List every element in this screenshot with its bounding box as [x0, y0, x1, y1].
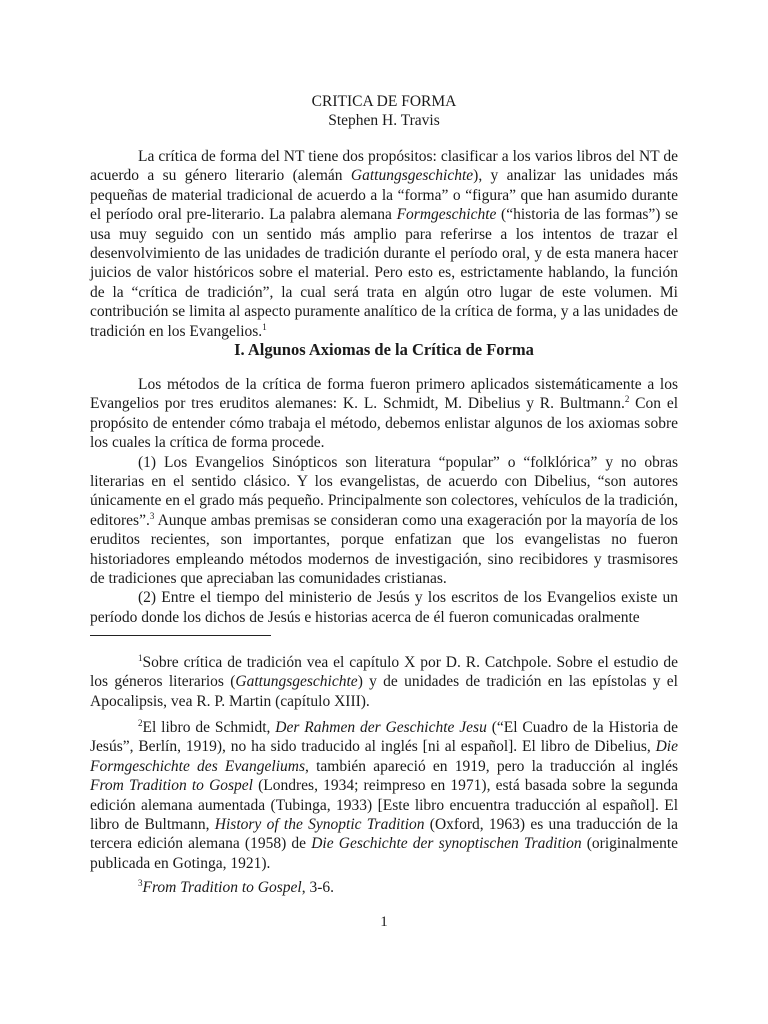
footnote-1-number: 1 [138, 652, 143, 663]
footnote-2-text [90, 718, 678, 873]
footnote-2 [90, 718, 678, 873]
section-paragraph-2 [90, 453, 678, 589]
footnote-1 [90, 653, 678, 711]
footnote-1-text [90, 653, 678, 711]
footnote-2-italic-5: Die Geschichte der synoptischen Tradition [311, 835, 582, 853]
section-p2-text: (1) Los Evangelios Sinópticos son literatura “popular” o “folklórica” y no obras literarias en el sentido clásico. Y los evangelistas, de acuerdo con Dibelius, “son autores únicamente en el grado más pequeño. Principalmente son colectores, vehículos de la tradición, editores”. [90, 453, 678, 529]
footnote-1-italic: Gattungsgeschichte [235, 673, 358, 691]
footnote-3-text [90, 878, 678, 897]
footnote-3 [90, 878, 678, 897]
footnote-3-number: 3 [138, 877, 143, 888]
document-author: Stephen H. Travis [328, 112, 440, 129]
section-heading: I. Algunos Axiomas de la Crítica de Forma [234, 340, 534, 359]
section-body [90, 375, 678, 627]
section-p2-tail: Aunque ambas premisas se consideran como una exageración por la mayoría de los eruditos recientes, son importantes, porque enfatizan que los evangelistas no fueron historiadores empleando métodos modernos de investigación, sino recibidores y trasmisores de tradiciones que apreciaban las comunidades cristianas. [90, 511, 678, 588]
document-header [0, 92, 768, 130]
footnote-2-italic-2: Die Formgeschichte des Evangeliums [90, 738, 678, 775]
footnote-2-b: (“El Cuadro de la Historia de Jesús”, Berlín, 1919), no ha sido traducido al inglés [ni al español]. El libro de Dibelius, [90, 719, 678, 756]
intro-text-1: La crítica de forma del NT tiene dos propósitos: clasificar a los varios libros del NT de acuerdo a su género literario (alemán [90, 148, 678, 185]
page-number: 1 [380, 914, 388, 930]
section-paragraph-3: (2) Entre el tiempo del ministerio de Jesús y los escritos de los Evangelios existe un período donde los dichos de Jesús e historias acerca de él fueron comunicadas oralmente [90, 589, 678, 626]
intro-text-2: ), y analizar las unidades más pequeñas de material tradicional de acuerdo a la “forma” o “figura” que han asumido durante el período oral pre-literario. La palabra alemana [90, 167, 678, 224]
footnote-2-italic-1: Der Rahmen der Geschichte Jesu [275, 719, 487, 736]
section-paragraph-1 [90, 375, 678, 453]
footnote-2-d: (Londres, 1934; reimpreso en 1971), está basada sobre la segunda edición alemana aumentada (Tubinga, 1933) [Este libro encuentra traducción al español]. El libro de Bultmann, [90, 777, 678, 834]
intro-term-formgeschichte: Formgeschichte [396, 206, 497, 224]
intro-term-gattungsgeschichte: Gattungsgeschichte [350, 167, 474, 185]
footnote-ref-3: 3 [149, 510, 155, 521]
intro-text-3: (“historia de las formas”) se usa muy seguido con un sentido más amplio para referirse a los intentos de trazar el desenvolvimiento de las unidades de tradición durante el período oral, y de esta manera hacer juicios de valor históricos sobre el material. Pero esto es, estrictamente hablando, la función de la “crítica de tradición”, la cual será trata en algún otro lugar de este volumen. Mi contribución se limita al aspecto puramente analítico de la crítica de forma, y a las unidades de tradición en los Evangelios. [90, 206, 678, 340]
footnote-2-italic-3: From Tradition to Gospel [90, 777, 253, 795]
footnote-3-b: , 3-6. [301, 879, 334, 896]
section-p1-tail: Con el propósito de entender cómo trabaja el método, debemos enlistar algunos de los axiomas sobre los cuales la crítica de forma procede. [90, 395, 678, 452]
footnote-ref-2: 2 [624, 394, 630, 405]
footnote-1-b: ) y de unidades de tradición en las epístolas y el Apocalipsis, vea R. P. Martin (capítulo XIII). [90, 673, 678, 710]
footnote-2-italic-4: History of the Synoptic Tradition [214, 816, 425, 834]
footnote-divider [90, 635, 271, 636]
document-title: CRITICA DE FORMA [311, 93, 457, 110]
intro-block [90, 147, 678, 341]
footnote-2-e: (Oxford, 1963) es una traducción de la tercera edición alemana (1958) de [90, 816, 678, 853]
footnote-1-a: Sobre crítica de tradición vea el capítulo X por D. R. Catchpole. Sobre el estudio de los géneros literarios ( [90, 654, 678, 691]
intro-paragraph [90, 147, 678, 341]
section-p1-text: Los métodos de la crítica de forma fueron primero aplicados sistemáticamente a los Evangelios por tres eruditos alemanes: K. L. Schmidt, M. Dibelius y R. Bultmann. [90, 376, 678, 413]
footnote-2-a: El libro de Schmidt, [142, 719, 276, 736]
footnote-2-c: , también apareció en 1919, pero la traducción al inglés [305, 757, 678, 775]
footnote-2-f: (originalmente publicada en Gotinga, 1921). [90, 835, 679, 872]
footnote-2-number: 2 [138, 717, 143, 728]
footnote-ref-1: 1 [262, 321, 267, 332]
footnote-3-italic: From Tradition to Gospel [142, 879, 302, 896]
